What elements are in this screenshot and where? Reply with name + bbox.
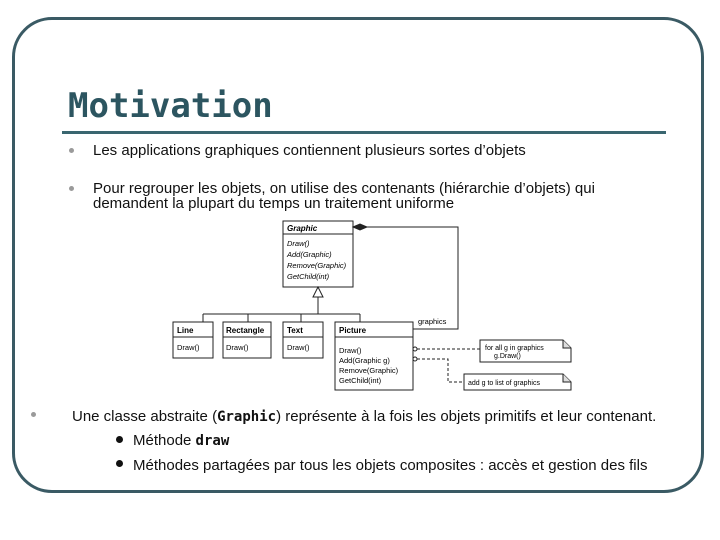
graphic-method: Remove(Graphic): [287, 261, 347, 270]
sub-point-2-text: Méthodes partagées par tous les objets composites : accès et gestion des fils: [133, 457, 648, 474]
picture-method: Remove(Graphic): [339, 366, 399, 375]
title-rule: [62, 131, 666, 134]
bullet-marker: [69, 186, 74, 191]
sub-point-1: [133, 433, 229, 449]
graphic-method: Draw(): [287, 239, 310, 248]
inheritance-tree: [203, 287, 360, 322]
sub-point-1-code: draw: [195, 433, 230, 449]
add-note: [464, 374, 571, 390]
picture-class-name: Picture: [339, 326, 367, 335]
line-class-name: Line: [177, 326, 194, 335]
graphic-class: [283, 221, 353, 287]
aggregation-association: [353, 224, 458, 329]
text-class-name: Text: [287, 326, 303, 335]
class-diagram: [168, 214, 578, 394]
text-method: Draw(): [287, 343, 310, 352]
picture-method: Draw(): [339, 346, 362, 355]
graphic-method: GetChild(int): [287, 272, 330, 281]
text-class: [283, 322, 323, 358]
sub-point-2: [133, 458, 647, 473]
add-note-line: add g to list of graphics: [468, 380, 540, 387]
picture-method: Add(Graphic g): [339, 356, 390, 365]
main-point-code: Graphic: [217, 409, 277, 425]
picture-class: [335, 322, 413, 390]
draw-note-line: for all g in graphics: [485, 345, 544, 352]
line-method: Draw(): [177, 343, 200, 352]
rectangle-class: [223, 322, 271, 358]
association-label: graphics: [418, 317, 447, 326]
bullet-2-line-2: demandent la plupart du temps un traitement uniforme: [93, 195, 455, 212]
line-class: [173, 322, 213, 358]
draw-note-line: g.Draw(): [494, 353, 521, 360]
graphic-class-name: Graphic: [287, 224, 318, 233]
rectangle-class-name: Rectangle: [226, 326, 265, 335]
bullet-1: Les applications graphiques contiennent plusieurs sortes d’objets: [93, 142, 526, 159]
sub-bullet-marker: [116, 436, 123, 443]
sub-point-1-text: Méthode: [133, 432, 196, 449]
bullet-marker: [69, 148, 74, 153]
main-point: [72, 409, 656, 425]
bullet-marker: [31, 412, 36, 417]
main-point-after: ) représente à la fois les objets primitifs et leur contenant.: [276, 408, 657, 425]
graphic-method: Add(Graphic): [287, 250, 332, 259]
picture-method: GetChild(int): [339, 376, 382, 385]
sub-bullet-marker: [116, 460, 123, 467]
main-point-before: Une classe abstraite (: [72, 408, 218, 425]
bullet-2-line-1: Pour regrouper les objets, on utilise des contenants (hiérarchie d’objets) qui: [93, 180, 595, 197]
draw-note: [480, 340, 571, 362]
rectangle-method: Draw(): [226, 343, 249, 352]
slide-title: Motivation: [68, 86, 273, 126]
